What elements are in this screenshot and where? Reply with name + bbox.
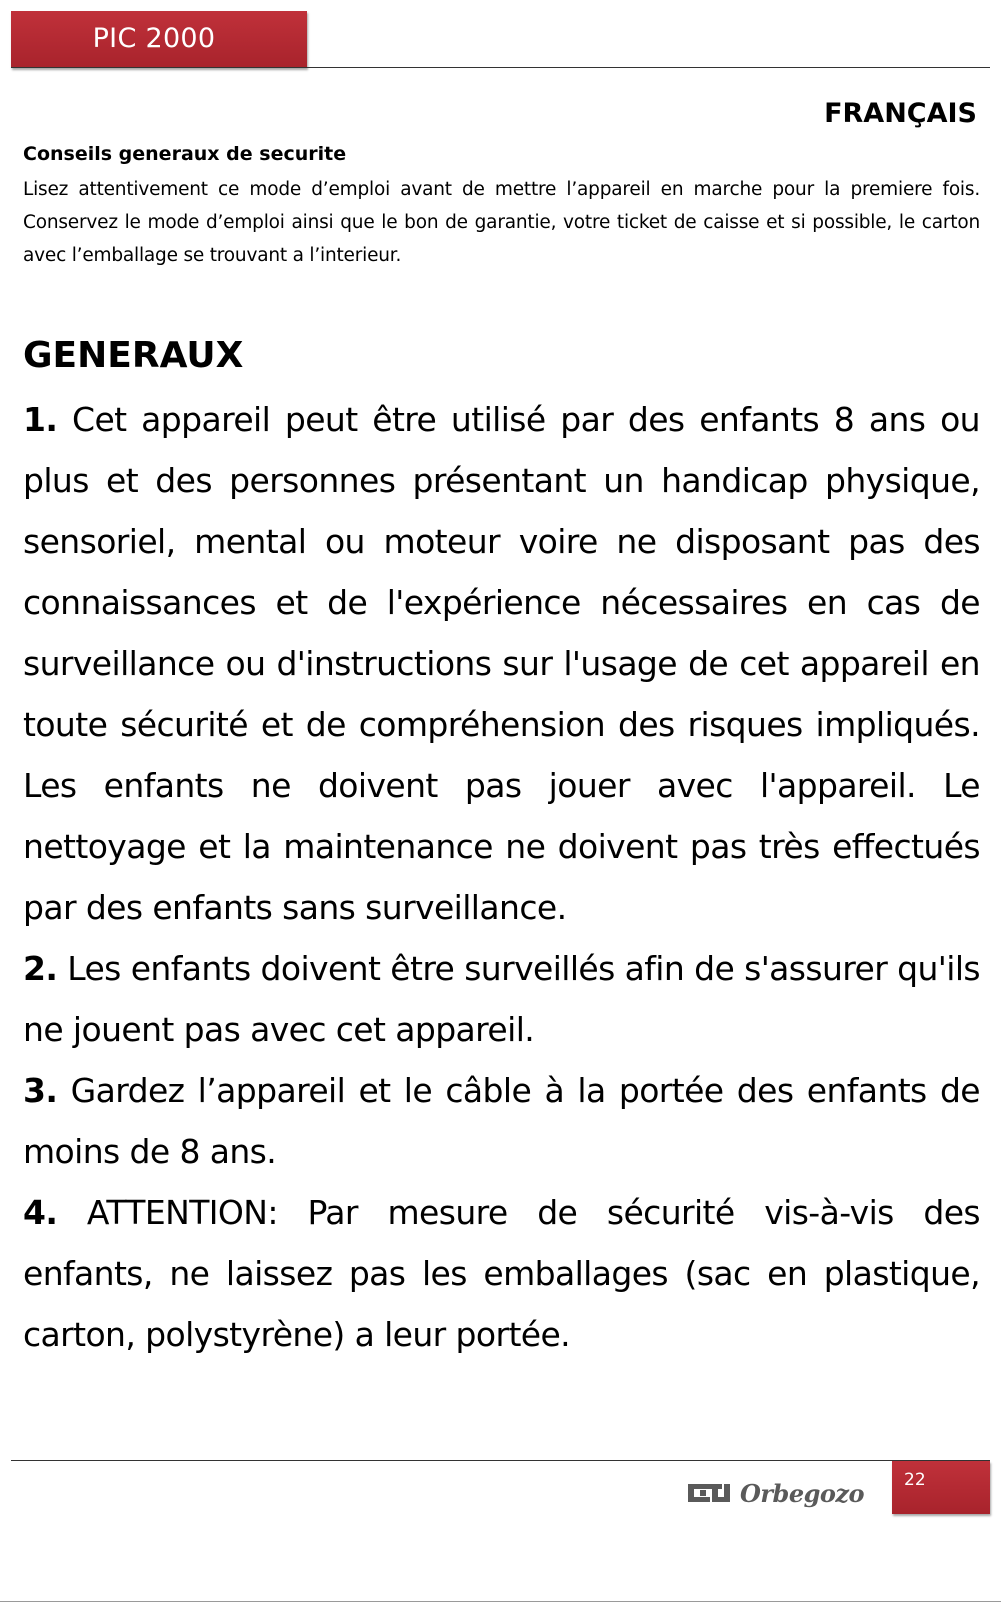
intro-paragraph: Lisez attentivement ce mode d’emploi avant de mettre l’appareil en marche pour la premiere fois. Conservez le mode d’emploi ainsi que le bon de garantie, votre ticket de caisse et si possible, le carton avec l’emballage se trouvant a l’interieur. <box>23 179 980 266</box>
header-divider <box>11 67 990 68</box>
item-number: 3. <box>23 1071 58 1110</box>
item-text: Cet appareil peut être utilisé par des enfants 8 ans ou plus et des personnes présentant un handicap physique, sensoriel, mental ou moteur voire ne disposant pas des connaissances et de l'expérience nécessaires en cas de surveillance ou d'instructions sur l'usage de cet appareil en toute sécurité et de compréhension des risques impliqués. Les enfants ne doivent pas jouer avec l'appareil. Le nettoyage et la maintenance ne doivent pas très effectués par des enfants sans surveillance. <box>23 400 980 927</box>
page-number-tab <box>892 1461 990 1514</box>
footer-divider <box>11 1460 990 1461</box>
list-item <box>23 938 980 1060</box>
list-item <box>23 1182 980 1365</box>
page-number: 22 <box>904 1470 926 1490</box>
header-model-tab <box>11 11 307 68</box>
section-title: GENERAUX <box>23 335 244 376</box>
list-item <box>23 1060 980 1182</box>
item-text: ATTENTION: Par mesure de sécurité vis-à-vis des enfants, ne laissez pas les emballages (sac en plastique, carton, polystyrène) a leur portée. <box>23 1193 980 1354</box>
list-item <box>23 389 980 938</box>
item-text: Gardez l’appareil et le câble à la portée des enfants de moins de 8 ans. <box>23 1071 981 1171</box>
language-label: FRANÇAIS <box>824 98 977 129</box>
orbegozo-logo <box>688 1472 878 1514</box>
model-name: PIC 2000 <box>92 23 216 54</box>
logo-mark-icon <box>688 1484 730 1502</box>
item-number: 1. <box>23 400 58 439</box>
page-bottom-edge <box>0 1601 1001 1602</box>
intro-title: Conseils generaux de securite <box>23 143 347 165</box>
logo-wordmark: Orbegozo <box>740 1479 865 1508</box>
item-text: Les enfants doivent être surveillés afin de s'assurer qu'ils ne jouent pas avec cet appareil. <box>23 949 981 1049</box>
item-number: 2. <box>23 949 58 988</box>
safety-item-list <box>23 389 980 1365</box>
item-number: 4. <box>23 1193 58 1232</box>
